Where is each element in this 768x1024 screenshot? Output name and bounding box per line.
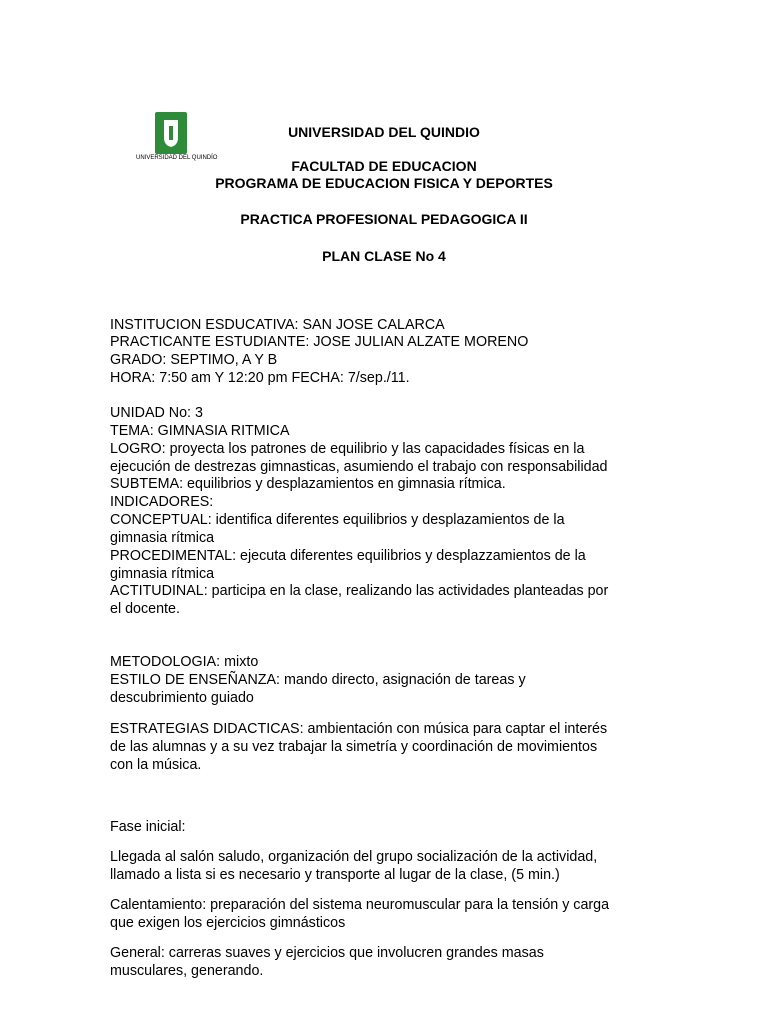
achievement-line: LOGRO: proyecta los patrones de equilibrio y las capacidades físicas en la <box>110 441 585 457</box>
arrival-line-2: llamado a lista si es necesario y transporte al lugar de la clase, (5 min.) <box>110 867 560 883</box>
attitudinal-line-2: el docente. <box>110 601 180 617</box>
achievement-line-2: ejecución de destrezas gimnasticas, asumiendo el trabajo con responsabilidad <box>110 459 608 475</box>
attitudinal-line: ACTITUDINAL: participa en la clase, realizando las actividades planteadas por <box>110 583 609 599</box>
methodology-line: METODOLOGIA: mixto <box>110 654 259 670</box>
strategies-line-3: con la música. <box>110 757 202 773</box>
program-title: PROGRAMA DE EDUCACION FISICA Y DEPORTES <box>215 175 553 191</box>
teaching-style-line-2: descubrimiento guiado <box>110 690 254 706</box>
teaching-style-line: ESTILO DE ENSEÑANZA: mando directo, asignación de tareas y <box>110 672 526 688</box>
warmup-line: Calentamiento: preparación del sistema neuromuscular para la tensión y carga <box>110 897 610 913</box>
plan-title: PLAN CLASE No 4 <box>322 248 446 264</box>
procedural-line: PROCEDIMENTAL: ejecuta diferentes equilibrios y desplazzamientos de la <box>110 548 586 564</box>
student-line: PRACTICANTE ESTUDIANTE: JOSE JULIAN ALZATE MORENO <box>110 334 529 350</box>
warmup-line-2: que exigen los ejercicios gimnásticos <box>110 915 346 931</box>
logo-label: UNIVERSIDAD DEL QUINDÍO <box>136 155 218 161</box>
subtopic-line: SUBTEMA: equilibrios y desplazamientos en gimnasia rítmica. <box>110 476 506 492</box>
procedural-line-2: gimnasia rítmica <box>110 566 215 582</box>
arrival-line: Llegada al salón saludo, organización del grupo socialización de la actividad, <box>110 849 598 865</box>
general-line-2: musculares, generando. <box>110 963 264 979</box>
topic-line: TEMA: GIMNASIA RITMICA <box>110 423 290 439</box>
strategies-line: ESTRATEGIAS DIDACTICAS: ambientación con música para captar el interés <box>110 721 608 737</box>
time-date-line: HORA: 7:50 am Y 12:20 pm FECHA: 7/sep./11. <box>110 370 410 386</box>
unit-line: UNIDAD No: 3 <box>110 405 203 421</box>
indicators-heading: INDICADORES: <box>110 494 214 510</box>
initial-phase-heading: Fase inicial: <box>110 819 186 835</box>
grade-line: GRADO: SEPTIMO, A Y B <box>110 352 278 368</box>
conceptual-line-2: gimnasia rítmica <box>110 530 215 546</box>
conceptual-line: CONCEPTUAL: identifica diferentes equilibrios y desplazamientos de la <box>110 512 565 528</box>
university-title: UNIVERSIDAD DEL QUINDIO <box>288 124 480 140</box>
faculty-title: FACULTAD DE EDUCACION <box>291 158 477 174</box>
institution-line: INSTITUCION ESDUCATIVA: SAN JOSE CALARCA <box>110 317 445 333</box>
practice-title: PRACTICA PROFESIONAL PEDAGOGICA II <box>240 211 528 227</box>
strategies-line-2: de las alumnas y a su vez trabajar la simetría y coordinación de movimientos <box>110 739 598 755</box>
general-line: General: carreras suaves y ejercicios que involucren grandes masas <box>110 945 544 961</box>
